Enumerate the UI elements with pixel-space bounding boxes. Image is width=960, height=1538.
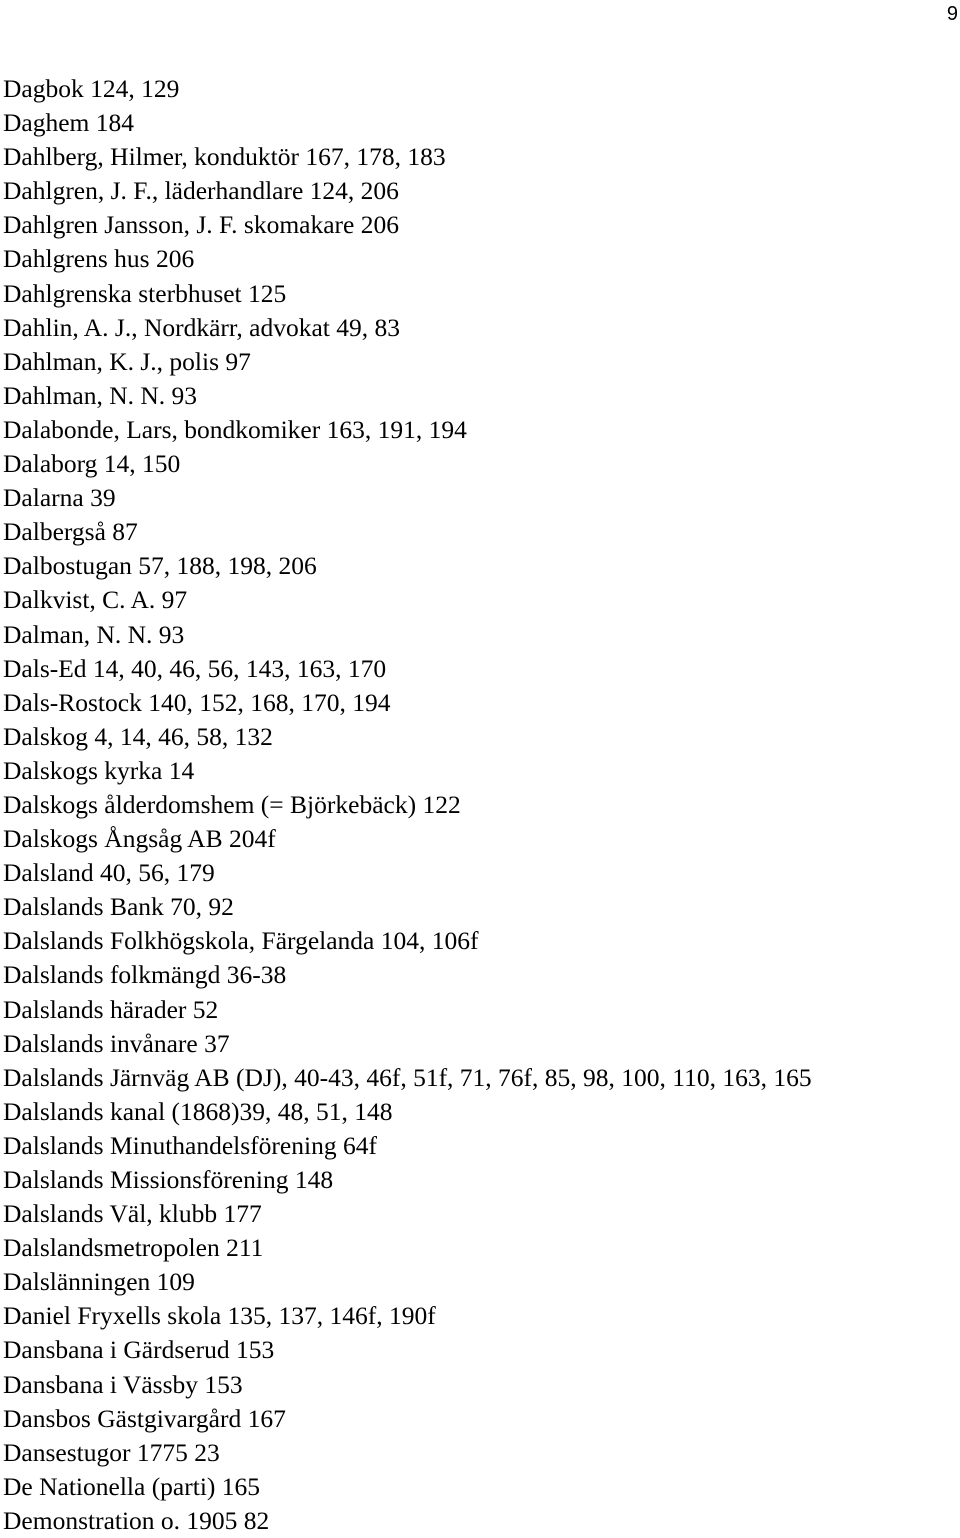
index-entry: Dalslands härader 52 <box>3 994 219 1024</box>
index-entry: Dalslands Bank 70, 92 <box>3 892 234 922</box>
index-entry: Dals-Ed 14, 40, 46, 56, 143, 163, 170 <box>3 653 387 683</box>
index-entry: Dalslänningen 109 <box>3 1267 195 1297</box>
index-entry: Dalslands Folkhögskola, Färgelanda 104, 106f <box>3 926 479 956</box>
index-entry: Dalslands Missionsförening 148 <box>3 1165 334 1194</box>
index-entry: De Nationella (parti) 165 <box>3 1471 261 1501</box>
index-entry: Dalarna 39 <box>3 483 116 513</box>
index-entry: Daniel Fryxells skola 135, 137, 146f, 190f <box>3 1301 436 1331</box>
index-entry: Dalslands Väl, klubb 177 <box>3 1199 262 1229</box>
index-entry: Dahlgrenska sterbhuset 125 <box>3 278 287 308</box>
index-entry: Dahlgrens hus 206 <box>3 244 195 274</box>
index-entry: Dalbostugan 57, 188, 198, 206 <box>3 551 317 581</box>
index-entry: Dalskogs kyrka 14 <box>3 755 195 785</box>
index-entry: Dals-Rostock 140, 152, 168, 170, 194 <box>3 687 391 717</box>
index-entry: Dahlman, N. N. 93 <box>3 380 198 410</box>
index-entry: Dansestugor 1775 23 <box>3 1437 220 1467</box>
index-entry: Demonstration o. 1905 82 <box>3 1505 270 1535</box>
index-entry: Dalslands Minuthandelsförening 64f <box>3 1130 377 1160</box>
index-entry: Dahlman, K. J., polis 97 <box>3 346 251 376</box>
index-entry: Dalskog 4, 14, 46, 58, 132 <box>3 721 273 751</box>
index-entry: Dalslands Järnväg AB (DJ), 40-43, 46f, 51f, 71, 76f, 85, 98, 100, 110, 163, 165 <box>3 1062 812 1092</box>
index-entry: Daghem 184 <box>3 108 135 138</box>
index-entry: Dalbergså 87 <box>3 517 138 547</box>
page-number: 9 <box>946 3 958 25</box>
index-entry: Dansbana i Gärdserud 153 <box>3 1335 275 1365</box>
index-entry: Dansbos Gästgivargård 167 <box>3 1403 286 1433</box>
index-entry: Dalskogs Ångsåg AB 204f <box>3 824 276 854</box>
index-entry: Dansbana i Vässby 153 <box>3 1369 243 1399</box>
index-entry: Dalkvist, C. A. 97 <box>3 585 188 615</box>
index-entry: Dahlgren, J. F., läderhandlare 124, 206 <box>3 176 399 206</box>
index-entry: Dalslandsmetropolen 211 <box>3 1233 264 1263</box>
index-entry: Dahlgren Jansson, J. F. skomakare 206 <box>3 210 399 240</box>
index-list <box>3 72 812 1538</box>
index-entry: Dahlberg, Hilmer, konduktör 167, 178, 183 <box>3 142 446 172</box>
index-entry: Dagbok 124, 129 <box>3 74 180 103</box>
index-entry: Dalskogs ålderdomshem (= Björkebäck) 122 <box>3 789 461 819</box>
index-entry: Dalslands kanal (1868)39, 48, 51, 148 <box>3 1096 393 1126</box>
index-entry: Dalabonde, Lars, bondkomiker 163, 191, 194 <box>3 414 467 444</box>
index-entry: Dalman, N. N. 93 <box>3 619 185 649</box>
index-entry: Dalsland 40, 56, 179 <box>3 858 215 888</box>
index-entry: Dahlin, A. J., Nordkärr, advokat 49, 83 <box>3 312 400 342</box>
index-entry: Dalslands invånare 37 <box>3 1028 230 1058</box>
index-entry: Dalaborg 14, 150 <box>3 449 181 479</box>
index-entry: Dalslands folkmängd 36-38 <box>3 960 287 990</box>
